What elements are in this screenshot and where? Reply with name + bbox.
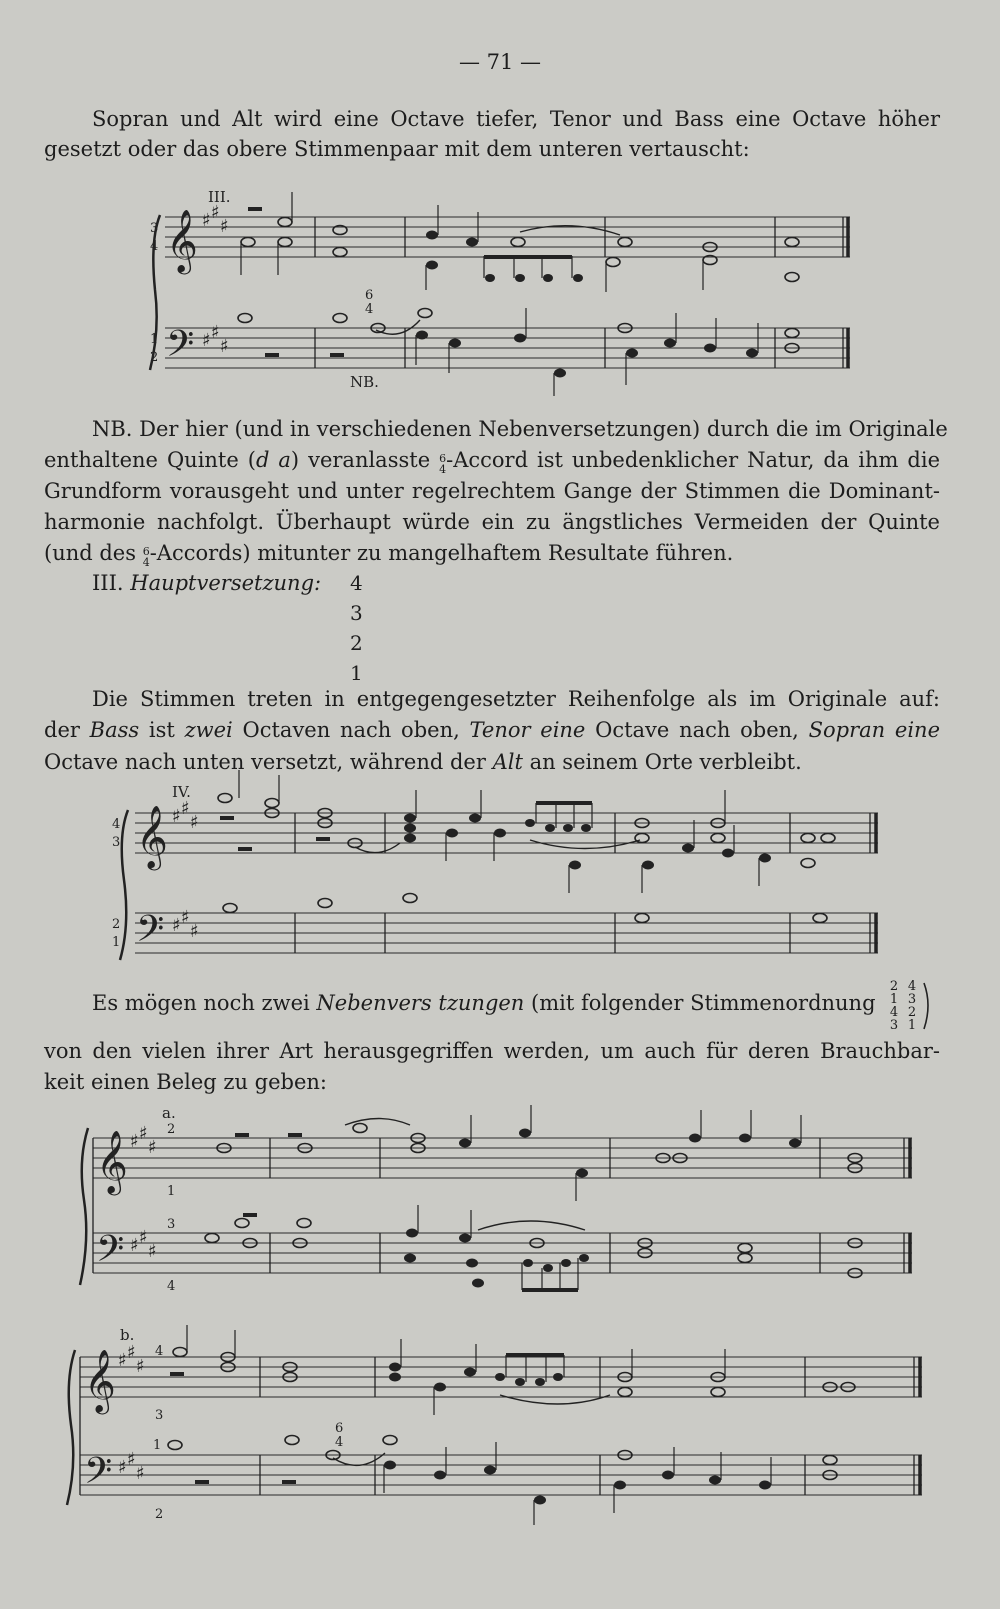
music-example-b bbox=[0, 1325, 1000, 1535]
svg-text:6: 6 bbox=[335, 1421, 344, 1436]
voice-order-3: 3 bbox=[350, 601, 363, 625]
nb-line5: (und des 6 4 -Accords) mitunter zu mangelhaftem Resultate führen. bbox=[44, 541, 734, 569]
music-example-iv bbox=[0, 785, 1000, 985]
para1-line2: gesetzt oder das obere Stimmenpaar mit dem unteren vertauscht: bbox=[44, 137, 750, 161]
voice-order-column-1: 2 1 4 3 bbox=[889, 979, 899, 1033]
page-number: — 71 — bbox=[458, 50, 542, 74]
svg-text:1: 1 bbox=[167, 1184, 176, 1199]
svg-text:4: 4 bbox=[150, 239, 159, 254]
svg-text:𝄞: 𝄞 bbox=[166, 209, 198, 272]
svg-text:4: 4 bbox=[365, 302, 374, 317]
music-example-iii bbox=[0, 180, 1000, 400]
svg-text:𝄢: 𝄢 bbox=[136, 908, 165, 959]
svg-text:NB.: NB. bbox=[350, 373, 379, 391]
svg-text:2: 2 bbox=[112, 917, 121, 932]
voice-order-1: 1 bbox=[350, 661, 363, 685]
closing-brace bbox=[920, 975, 940, 1035]
svg-text:3: 3 bbox=[112, 835, 121, 850]
svg-text:1: 1 bbox=[112, 935, 121, 950]
nb-line1: NB. Der hier (und in verschiedenen Nebenversetzungen) durch die im Originale bbox=[92, 417, 948, 441]
svg-text:♯: ♯ bbox=[172, 806, 181, 827]
nb-line2: enthaltene Quinte (d a) veranlasste 6 4 -Accord ist unbedenklicher Natur, da ihm die bbox=[44, 448, 941, 476]
svg-text:♯: ♯ bbox=[202, 330, 211, 351]
svg-text:III.: III. bbox=[208, 188, 231, 206]
svg-text:♯: ♯ bbox=[181, 798, 190, 819]
svg-text:♯: ♯ bbox=[211, 322, 220, 343]
svg-text:♯: ♯ bbox=[172, 915, 181, 936]
svg-text:♯: ♯ bbox=[136, 1356, 145, 1377]
voice-order-4: 4 bbox=[350, 571, 363, 595]
svg-text:b.: b. bbox=[120, 1326, 135, 1344]
svg-text:𝄢: 𝄢 bbox=[84, 1450, 113, 1501]
svg-text:𝄢: 𝄢 bbox=[96, 1228, 125, 1279]
section-heading: III. Hauptversetzung: bbox=[92, 571, 322, 595]
svg-text:♯: ♯ bbox=[148, 1137, 157, 1158]
svg-text:♯: ♯ bbox=[118, 1350, 127, 1371]
svg-text:IV.: IV. bbox=[172, 783, 191, 801]
svg-text:6: 6 bbox=[365, 288, 374, 303]
music-example-a bbox=[0, 1100, 1000, 1300]
svg-text:♯: ♯ bbox=[190, 921, 199, 942]
svg-text:♯: ♯ bbox=[211, 202, 220, 223]
svg-text:4: 4 bbox=[155, 1344, 164, 1359]
svg-text:2: 2 bbox=[155, 1507, 164, 1522]
para3-line3: Octave nach unten versetzt, während der Alt an seinem Orte verbleibt. bbox=[44, 750, 802, 774]
svg-text:𝄞: 𝄞 bbox=[96, 1130, 128, 1193]
svg-text:2: 2 bbox=[167, 1122, 176, 1137]
svg-text:♯: ♯ bbox=[127, 1342, 136, 1363]
para1-line1: Sopran und Alt wird eine Octave tiefer, Tenor und Bass eine Octave höher bbox=[92, 107, 940, 131]
svg-text:♯: ♯ bbox=[181, 907, 190, 928]
para4-line3: keit einen Beleg zu geben: bbox=[44, 1070, 328, 1094]
svg-text:1: 1 bbox=[153, 1438, 162, 1453]
svg-text:3: 3 bbox=[167, 1217, 176, 1232]
svg-text:♯: ♯ bbox=[139, 1227, 148, 1248]
svg-text:♯: ♯ bbox=[130, 1235, 139, 1256]
svg-text:♯: ♯ bbox=[136, 1463, 145, 1484]
svg-text:1: 1 bbox=[150, 332, 159, 347]
svg-text:♯: ♯ bbox=[127, 1449, 136, 1470]
svg-text:♯: ♯ bbox=[148, 1241, 157, 1262]
svg-text:𝄞: 𝄞 bbox=[136, 805, 168, 868]
voice-order-column-2: 4 3 2 1 bbox=[907, 979, 917, 1033]
svg-text:3: 3 bbox=[150, 221, 159, 236]
svg-text:♯: ♯ bbox=[220, 336, 229, 357]
svg-text:♯: ♯ bbox=[220, 216, 229, 237]
para3-line1: Die Stimmen treten in entgegengesetzter Reihenfolge als im Originale auf: bbox=[92, 687, 940, 711]
svg-text:a.: a. bbox=[162, 1104, 176, 1122]
nb-line4: harmonie nachfolgt. Überhaupt würde ein zu ängstliches Vermeiden der Quinte bbox=[44, 510, 940, 534]
svg-text:♯: ♯ bbox=[190, 812, 199, 833]
svg-text:𝄞: 𝄞 bbox=[84, 1349, 116, 1412]
svg-text:2: 2 bbox=[150, 350, 159, 365]
para3-line2: der Bass ist zwei Octaven nach oben, Tenor eine Octave nach oben, Sopran eine bbox=[44, 718, 940, 742]
svg-text:♯: ♯ bbox=[130, 1131, 139, 1152]
svg-text:3: 3 bbox=[155, 1408, 164, 1423]
svg-text:♯: ♯ bbox=[118, 1457, 127, 1478]
nb-line3: Grundform vorausgeht und unter regelrechtem Gange der Stimmen die Dominant- bbox=[44, 479, 940, 503]
svg-text:♯: ♯ bbox=[139, 1123, 148, 1144]
para4-line2: von den vielen ihrer Art herausgegriffen werden, um auch für deren Brauchbar- bbox=[44, 1039, 940, 1063]
svg-text:♯: ♯ bbox=[202, 210, 211, 231]
svg-text:4: 4 bbox=[112, 817, 121, 832]
para4-line1: Es mögen noch zwei Nebenvers tzungen (mit folgender Stimmenordnung bbox=[92, 991, 876, 1015]
svg-text:𝄢: 𝄢 bbox=[166, 323, 195, 374]
svg-text:4: 4 bbox=[167, 1279, 176, 1294]
svg-text:4: 4 bbox=[335, 1435, 344, 1450]
voice-order-2: 2 bbox=[350, 631, 363, 655]
